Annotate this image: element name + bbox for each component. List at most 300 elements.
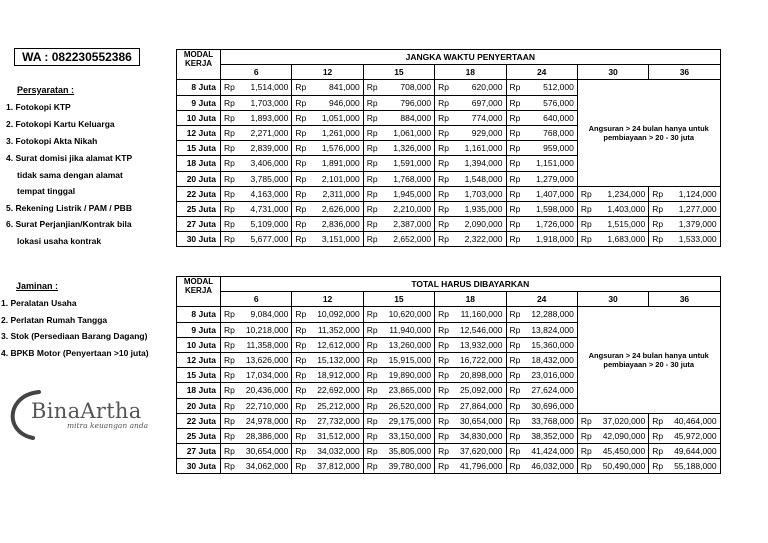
currency-cell: Rp bbox=[506, 368, 520, 383]
value-cell: 3,785,000 bbox=[235, 171, 292, 186]
currency-cell: Rp bbox=[435, 232, 449, 247]
value-cell: 1,918,000 bbox=[520, 232, 577, 247]
currency-cell: Rp bbox=[435, 156, 449, 171]
currency-cell: Rp bbox=[292, 217, 306, 232]
value-cell: 1,515,000 bbox=[592, 217, 649, 232]
long-term-note: Angsuran > 24 bulan hanya untuk pembiayaan > 20 - 30 juta bbox=[577, 80, 720, 186]
value-cell: 2,101,000 bbox=[306, 171, 363, 186]
term-month-header: 36 bbox=[649, 292, 720, 307]
currency-cell: Rp bbox=[221, 368, 235, 383]
whatsapp-contact-box: WA : 082230552386 bbox=[14, 48, 140, 66]
currency-cell: Rp bbox=[363, 352, 377, 367]
currency-cell: Rp bbox=[221, 444, 235, 459]
currency-cell: Rp bbox=[577, 413, 591, 428]
currency-cell: Rp bbox=[221, 171, 235, 186]
long-term-note: Angsuran > 24 bulan hanya untuk pembiayaan > 20 - 30 juta bbox=[577, 307, 720, 413]
currency-cell: Rp bbox=[435, 110, 449, 125]
modal-amount-cell: 9 Juta bbox=[177, 95, 221, 110]
currency-cell: Rp bbox=[506, 80, 520, 95]
currency-cell: Rp bbox=[435, 307, 449, 322]
value-cell: 1,768,000 bbox=[378, 171, 435, 186]
jaminan-item: 1. Peralatan Usaha bbox=[1, 298, 77, 308]
value-cell: 2,090,000 bbox=[449, 217, 506, 232]
currency-cell: Rp bbox=[363, 337, 377, 352]
currency-cell: Rp bbox=[292, 444, 306, 459]
currency-cell: Rp bbox=[506, 307, 520, 322]
modal-amount-cell: 25 Juta bbox=[177, 428, 221, 443]
value-cell: 1,598,000 bbox=[520, 201, 577, 216]
currency-cell: Rp bbox=[221, 186, 235, 201]
currency-cell: Rp bbox=[221, 125, 235, 140]
modal-amount-cell: 15 Juta bbox=[177, 368, 221, 383]
value-cell: 12,288,000 bbox=[520, 307, 577, 322]
currency-cell: Rp bbox=[577, 217, 591, 232]
currency-cell: Rp bbox=[292, 201, 306, 216]
currency-cell: Rp bbox=[363, 95, 377, 110]
currency-cell: Rp bbox=[435, 125, 449, 140]
value-cell: 11,940,000 bbox=[378, 322, 435, 337]
value-cell: 12,546,000 bbox=[449, 322, 506, 337]
logo-brand-text: BinaArtha bbox=[31, 399, 142, 423]
currency-cell: Rp bbox=[506, 125, 520, 140]
currency-cell: Rp bbox=[577, 201, 591, 216]
currency-cell: Rp bbox=[506, 186, 520, 201]
persyaratan-item: 2. Fotokopi Kartu Keluarga bbox=[6, 119, 115, 129]
binaartha-logo bbox=[9, 388, 159, 440]
persyaratan-item: 5. Rekening Listrik / PAM / PBB bbox=[6, 203, 132, 213]
modal-amount-cell: 22 Juta bbox=[177, 413, 221, 428]
value-cell: 1,261,000 bbox=[306, 125, 363, 140]
value-cell: 12,612,000 bbox=[306, 337, 363, 352]
value-cell: 4,163,000 bbox=[235, 186, 292, 201]
currency-cell: Rp bbox=[221, 337, 235, 352]
currency-cell: Rp bbox=[649, 186, 663, 201]
value-cell: 46,032,000 bbox=[520, 459, 577, 474]
persyaratan-item: 6. Surat Perjanjian/Kontrak bila bbox=[6, 219, 132, 229]
currency-cell: Rp bbox=[435, 383, 449, 398]
table-row bbox=[177, 232, 721, 247]
value-cell: 35,805,000 bbox=[378, 444, 435, 459]
value-cell: 708,000 bbox=[378, 80, 435, 95]
currency-cell: Rp bbox=[506, 322, 520, 337]
currency-cell: Rp bbox=[649, 459, 663, 474]
currency-cell: Rp bbox=[506, 232, 520, 247]
currency-cell: Rp bbox=[506, 383, 520, 398]
value-cell: 2,311,000 bbox=[306, 186, 363, 201]
currency-cell: Rp bbox=[649, 201, 663, 216]
value-cell: 13,260,000 bbox=[378, 337, 435, 352]
currency-cell: Rp bbox=[363, 383, 377, 398]
value-cell: 1,703,000 bbox=[235, 95, 292, 110]
value-cell: 13,626,000 bbox=[235, 352, 292, 367]
modal-amount-cell: 20 Juta bbox=[177, 171, 221, 186]
value-cell: 25,212,000 bbox=[306, 398, 363, 413]
value-cell: 49,644,000 bbox=[663, 444, 720, 459]
persyaratan-item: tempat tinggal bbox=[17, 186, 76, 196]
currency-cell: Rp bbox=[221, 110, 235, 125]
value-cell: 1,061,000 bbox=[378, 125, 435, 140]
modal-kerja-header: MODAL KERJA bbox=[177, 277, 221, 307]
currency-cell: Rp bbox=[577, 186, 591, 201]
value-cell: 3,151,000 bbox=[306, 232, 363, 247]
currency-cell: Rp bbox=[292, 171, 306, 186]
currency-cell: Rp bbox=[363, 368, 377, 383]
currency-cell: Rp bbox=[506, 337, 520, 352]
currency-cell: Rp bbox=[506, 444, 520, 459]
value-cell: 50,490,000 bbox=[592, 459, 649, 474]
currency-cell: Rp bbox=[363, 156, 377, 171]
value-cell: 23,016,000 bbox=[520, 368, 577, 383]
currency-cell: Rp bbox=[363, 322, 377, 337]
currency-cell: Rp bbox=[363, 428, 377, 443]
modal-amount-cell: 10 Juta bbox=[177, 337, 221, 352]
value-cell: 620,000 bbox=[449, 80, 506, 95]
value-cell: 33,768,000 bbox=[520, 413, 577, 428]
currency-cell: Rp bbox=[292, 352, 306, 367]
value-cell: 959,000 bbox=[520, 141, 577, 156]
currency-cell: Rp bbox=[292, 95, 306, 110]
currency-cell: Rp bbox=[221, 383, 235, 398]
value-cell: 1,891,000 bbox=[306, 156, 363, 171]
value-cell: 11,160,000 bbox=[449, 307, 506, 322]
value-cell: 33,150,000 bbox=[378, 428, 435, 443]
currency-cell: Rp bbox=[435, 444, 449, 459]
value-cell: 1,703,000 bbox=[449, 186, 506, 201]
value-cell: 1,591,000 bbox=[378, 156, 435, 171]
total-payment-table bbox=[176, 276, 721, 474]
currency-cell: Rp bbox=[292, 80, 306, 95]
currency-cell: Rp bbox=[506, 217, 520, 232]
currency-cell: Rp bbox=[435, 459, 449, 474]
value-cell: 1,124,000 bbox=[663, 186, 720, 201]
currency-cell: Rp bbox=[363, 459, 377, 474]
modal-amount-cell: 30 Juta bbox=[177, 459, 221, 474]
value-cell: 1,407,000 bbox=[520, 186, 577, 201]
currency-cell: Rp bbox=[577, 444, 591, 459]
value-cell: 1,151,000 bbox=[520, 156, 577, 171]
currency-cell: Rp bbox=[221, 141, 235, 156]
currency-cell: Rp bbox=[649, 413, 663, 428]
value-cell: 13,932,000 bbox=[449, 337, 506, 352]
value-cell: 1,379,000 bbox=[663, 217, 720, 232]
currency-cell: Rp bbox=[506, 171, 520, 186]
table-row bbox=[177, 459, 721, 474]
value-cell: 1,576,000 bbox=[306, 141, 363, 156]
currency-cell: Rp bbox=[363, 307, 377, 322]
currency-cell: Rp bbox=[435, 352, 449, 367]
value-cell: 26,520,000 bbox=[378, 398, 435, 413]
value-cell: 576,000 bbox=[520, 95, 577, 110]
value-cell: 13,824,000 bbox=[520, 322, 577, 337]
currency-cell: Rp bbox=[577, 232, 591, 247]
currency-cell: Rp bbox=[363, 201, 377, 216]
currency-cell: Rp bbox=[506, 201, 520, 216]
currency-cell: Rp bbox=[221, 398, 235, 413]
currency-cell: Rp bbox=[363, 171, 377, 186]
table-row bbox=[177, 201, 721, 216]
modal-kerja-header: MODAL KERJA bbox=[177, 50, 221, 80]
value-cell: 28,386,000 bbox=[235, 428, 292, 443]
value-cell: 45,972,000 bbox=[663, 428, 720, 443]
value-cell: 1,514,000 bbox=[235, 80, 292, 95]
term-month-header: 15 bbox=[363, 65, 434, 80]
value-cell: 1,403,000 bbox=[592, 201, 649, 216]
currency-cell: Rp bbox=[506, 413, 520, 428]
term-month-header: 36 bbox=[649, 65, 720, 80]
value-cell: 2,626,000 bbox=[306, 201, 363, 216]
installment-table bbox=[176, 49, 721, 247]
value-cell: 30,654,000 bbox=[449, 413, 506, 428]
table-row bbox=[177, 428, 721, 443]
table-row bbox=[177, 444, 721, 459]
term-month-header: 18 bbox=[435, 65, 506, 80]
value-cell: 2,387,000 bbox=[378, 217, 435, 232]
currency-cell: Rp bbox=[649, 232, 663, 247]
modal-amount-cell: 10 Juta bbox=[177, 110, 221, 125]
term-month-header: 30 bbox=[577, 65, 648, 80]
currency-cell: Rp bbox=[506, 141, 520, 156]
value-cell: 41,424,000 bbox=[520, 444, 577, 459]
value-cell: 31,512,000 bbox=[306, 428, 363, 443]
value-cell: 37,620,000 bbox=[449, 444, 506, 459]
currency-cell: Rp bbox=[363, 217, 377, 232]
modal-amount-cell: 8 Juta bbox=[177, 80, 221, 95]
value-cell: 946,000 bbox=[306, 95, 363, 110]
term-month-header: 15 bbox=[363, 292, 434, 307]
value-cell: 1,533,000 bbox=[663, 232, 720, 247]
currency-cell: Rp bbox=[506, 459, 520, 474]
value-cell: 15,132,000 bbox=[306, 352, 363, 367]
logo-tagline: mitra keuangan anda bbox=[67, 421, 149, 430]
value-cell: 16,722,000 bbox=[449, 352, 506, 367]
value-cell: 1,945,000 bbox=[378, 186, 435, 201]
modal-amount-cell: 22 Juta bbox=[177, 186, 221, 201]
value-cell: 42,090,000 bbox=[592, 428, 649, 443]
term-month-header: 12 bbox=[292, 292, 363, 307]
value-cell: 1,161,000 bbox=[449, 141, 506, 156]
value-cell: 55,188,000 bbox=[663, 459, 720, 474]
currency-cell: Rp bbox=[435, 186, 449, 201]
currency-cell: Rp bbox=[435, 337, 449, 352]
currency-cell: Rp bbox=[435, 95, 449, 110]
currency-cell: Rp bbox=[292, 368, 306, 383]
currency-cell: Rp bbox=[292, 383, 306, 398]
jaminan-title: Jaminan : bbox=[16, 281, 59, 291]
modal-amount-cell: 25 Juta bbox=[177, 201, 221, 216]
currency-cell: Rp bbox=[221, 95, 235, 110]
jaminan-item: 2. Perlatan Rumah Tangga bbox=[1, 315, 108, 325]
value-cell: 796,000 bbox=[378, 95, 435, 110]
modal-amount-cell: 27 Juta bbox=[177, 444, 221, 459]
value-cell: 4,731,000 bbox=[235, 201, 292, 216]
currency-cell: Rp bbox=[363, 444, 377, 459]
persyaratan-title: Persyaratan : bbox=[17, 85, 75, 95]
term-month-header: 30 bbox=[577, 292, 648, 307]
value-cell: 929,000 bbox=[449, 125, 506, 140]
currency-cell: Rp bbox=[292, 141, 306, 156]
value-cell: 40,464,000 bbox=[663, 413, 720, 428]
persyaratan-item: 4. Surat domisi jika alamat KTP bbox=[6, 153, 133, 163]
value-cell: 841,000 bbox=[306, 80, 363, 95]
modal-amount-cell: 15 Juta bbox=[177, 141, 221, 156]
modal-amount-cell: 18 Juta bbox=[177, 156, 221, 171]
value-cell: 774,000 bbox=[449, 110, 506, 125]
modal-amount-cell: 12 Juta bbox=[177, 125, 221, 140]
value-cell: 1,326,000 bbox=[378, 141, 435, 156]
currency-cell: Rp bbox=[221, 156, 235, 171]
value-cell: 30,654,000 bbox=[235, 444, 292, 459]
currency-cell: Rp bbox=[292, 337, 306, 352]
persyaratan-item: 1. Fotokopi KTP bbox=[6, 102, 71, 112]
value-cell: 15,360,000 bbox=[520, 337, 577, 352]
value-cell: 45,450,000 bbox=[592, 444, 649, 459]
currency-cell: Rp bbox=[221, 201, 235, 216]
currency-cell: Rp bbox=[506, 352, 520, 367]
value-cell: 1,935,000 bbox=[449, 201, 506, 216]
value-cell: 10,218,000 bbox=[235, 322, 292, 337]
value-cell: 10,092,000 bbox=[306, 307, 363, 322]
table-row bbox=[177, 307, 721, 322]
value-cell: 2,210,000 bbox=[378, 201, 435, 216]
currency-cell: Rp bbox=[506, 95, 520, 110]
value-cell: 11,352,000 bbox=[306, 322, 363, 337]
jaminan-item: 4. BPKB Motor (Penyertaan >10 juta) bbox=[1, 348, 149, 358]
currency-cell: Rp bbox=[435, 217, 449, 232]
value-cell: 25,092,000 bbox=[449, 383, 506, 398]
currency-cell: Rp bbox=[292, 459, 306, 474]
currency-cell: Rp bbox=[363, 110, 377, 125]
value-cell: 512,000 bbox=[520, 80, 577, 95]
value-cell: 1,279,000 bbox=[520, 171, 577, 186]
modal-amount-cell: 8 Juta bbox=[177, 307, 221, 322]
persyaratan-item: lokasi usaha kontrak bbox=[17, 236, 102, 246]
modal-amount-cell: 20 Juta bbox=[177, 398, 221, 413]
value-cell: 22,710,000 bbox=[235, 398, 292, 413]
value-cell: 20,898,000 bbox=[449, 368, 506, 383]
currency-cell: Rp bbox=[363, 398, 377, 413]
value-cell: 1,683,000 bbox=[592, 232, 649, 247]
currency-cell: Rp bbox=[363, 125, 377, 140]
value-cell: 1,051,000 bbox=[306, 110, 363, 125]
currency-cell: Rp bbox=[506, 428, 520, 443]
currency-cell: Rp bbox=[506, 110, 520, 125]
currency-cell: Rp bbox=[292, 322, 306, 337]
value-cell: 29,175,000 bbox=[378, 413, 435, 428]
currency-cell: Rp bbox=[292, 110, 306, 125]
table-row bbox=[177, 413, 721, 428]
currency-cell: Rp bbox=[221, 413, 235, 428]
table-row bbox=[177, 80, 721, 95]
value-cell: 15,915,000 bbox=[378, 352, 435, 367]
value-cell: 1,893,000 bbox=[235, 110, 292, 125]
currency-cell: Rp bbox=[292, 125, 306, 140]
value-cell: 1,548,000 bbox=[449, 171, 506, 186]
value-cell: 10,620,000 bbox=[378, 307, 435, 322]
value-cell: 1,726,000 bbox=[520, 217, 577, 232]
modal-amount-cell: 12 Juta bbox=[177, 352, 221, 367]
currency-cell: Rp bbox=[435, 141, 449, 156]
currency-cell: Rp bbox=[221, 217, 235, 232]
term-month-header: 18 bbox=[435, 292, 506, 307]
currency-cell: Rp bbox=[292, 307, 306, 322]
term-month-header: 12 bbox=[292, 65, 363, 80]
currency-cell: Rp bbox=[649, 428, 663, 443]
value-cell: 37,020,000 bbox=[592, 413, 649, 428]
currency-cell: Rp bbox=[435, 398, 449, 413]
value-cell: 24,978,000 bbox=[235, 413, 292, 428]
value-cell: 34,830,000 bbox=[449, 428, 506, 443]
currency-cell: Rp bbox=[506, 398, 520, 413]
currency-cell: Rp bbox=[221, 428, 235, 443]
value-cell: 17,034,000 bbox=[235, 368, 292, 383]
value-cell: 9,084,000 bbox=[235, 307, 292, 322]
value-cell: 37,812,000 bbox=[306, 459, 363, 474]
value-cell: 1,394,000 bbox=[449, 156, 506, 171]
value-cell: 768,000 bbox=[520, 125, 577, 140]
value-cell: 5,109,000 bbox=[235, 217, 292, 232]
currency-cell: Rp bbox=[435, 368, 449, 383]
persyaratan-item: tidak sama dengan alamat bbox=[17, 170, 123, 180]
table-title-header: TOTAL HARUS DIBAYARKAN bbox=[221, 277, 721, 292]
value-cell: 2,839,000 bbox=[235, 141, 292, 156]
term-month-header: 24 bbox=[506, 292, 577, 307]
value-cell: 34,062,000 bbox=[235, 459, 292, 474]
currency-cell: Rp bbox=[292, 398, 306, 413]
term-month-header: 6 bbox=[221, 65, 292, 80]
value-cell: 1,234,000 bbox=[592, 186, 649, 201]
currency-cell: Rp bbox=[292, 428, 306, 443]
value-cell: 27,864,000 bbox=[449, 398, 506, 413]
currency-cell: Rp bbox=[649, 444, 663, 459]
modal-amount-cell: 27 Juta bbox=[177, 217, 221, 232]
table-title-header: JANGKA WAKTU PENYERTAAN bbox=[221, 50, 721, 65]
persyaratan-item: 3. Fotokopi Akta Nikah bbox=[6, 136, 98, 146]
currency-cell: Rp bbox=[577, 428, 591, 443]
currency-cell: Rp bbox=[435, 80, 449, 95]
value-cell: 18,912,000 bbox=[306, 368, 363, 383]
currency-cell: Rp bbox=[292, 413, 306, 428]
currency-cell: Rp bbox=[221, 322, 235, 337]
table-row bbox=[177, 217, 721, 232]
currency-cell: Rp bbox=[435, 413, 449, 428]
currency-cell: Rp bbox=[292, 186, 306, 201]
value-cell: 2,652,000 bbox=[378, 232, 435, 247]
currency-cell: Rp bbox=[435, 322, 449, 337]
value-cell: 18,432,000 bbox=[520, 352, 577, 367]
value-cell: 23,865,000 bbox=[378, 383, 435, 398]
currency-cell: Rp bbox=[221, 459, 235, 474]
currency-cell: Rp bbox=[292, 232, 306, 247]
currency-cell: Rp bbox=[221, 307, 235, 322]
value-cell: 3,406,000 bbox=[235, 156, 292, 171]
currency-cell: Rp bbox=[435, 428, 449, 443]
currency-cell: Rp bbox=[363, 232, 377, 247]
currency-cell: Rp bbox=[221, 352, 235, 367]
value-cell: 640,000 bbox=[520, 110, 577, 125]
currency-cell: Rp bbox=[435, 171, 449, 186]
currency-cell: Rp bbox=[577, 459, 591, 474]
term-month-header: 6 bbox=[221, 292, 292, 307]
value-cell: 19,890,000 bbox=[378, 368, 435, 383]
table-row bbox=[177, 186, 721, 201]
currency-cell: Rp bbox=[221, 232, 235, 247]
value-cell: 884,000 bbox=[378, 110, 435, 125]
value-cell: 38,352,000 bbox=[520, 428, 577, 443]
currency-cell: Rp bbox=[292, 156, 306, 171]
value-cell: 34,032,000 bbox=[306, 444, 363, 459]
currency-cell: Rp bbox=[506, 156, 520, 171]
modal-amount-cell: 9 Juta bbox=[177, 322, 221, 337]
